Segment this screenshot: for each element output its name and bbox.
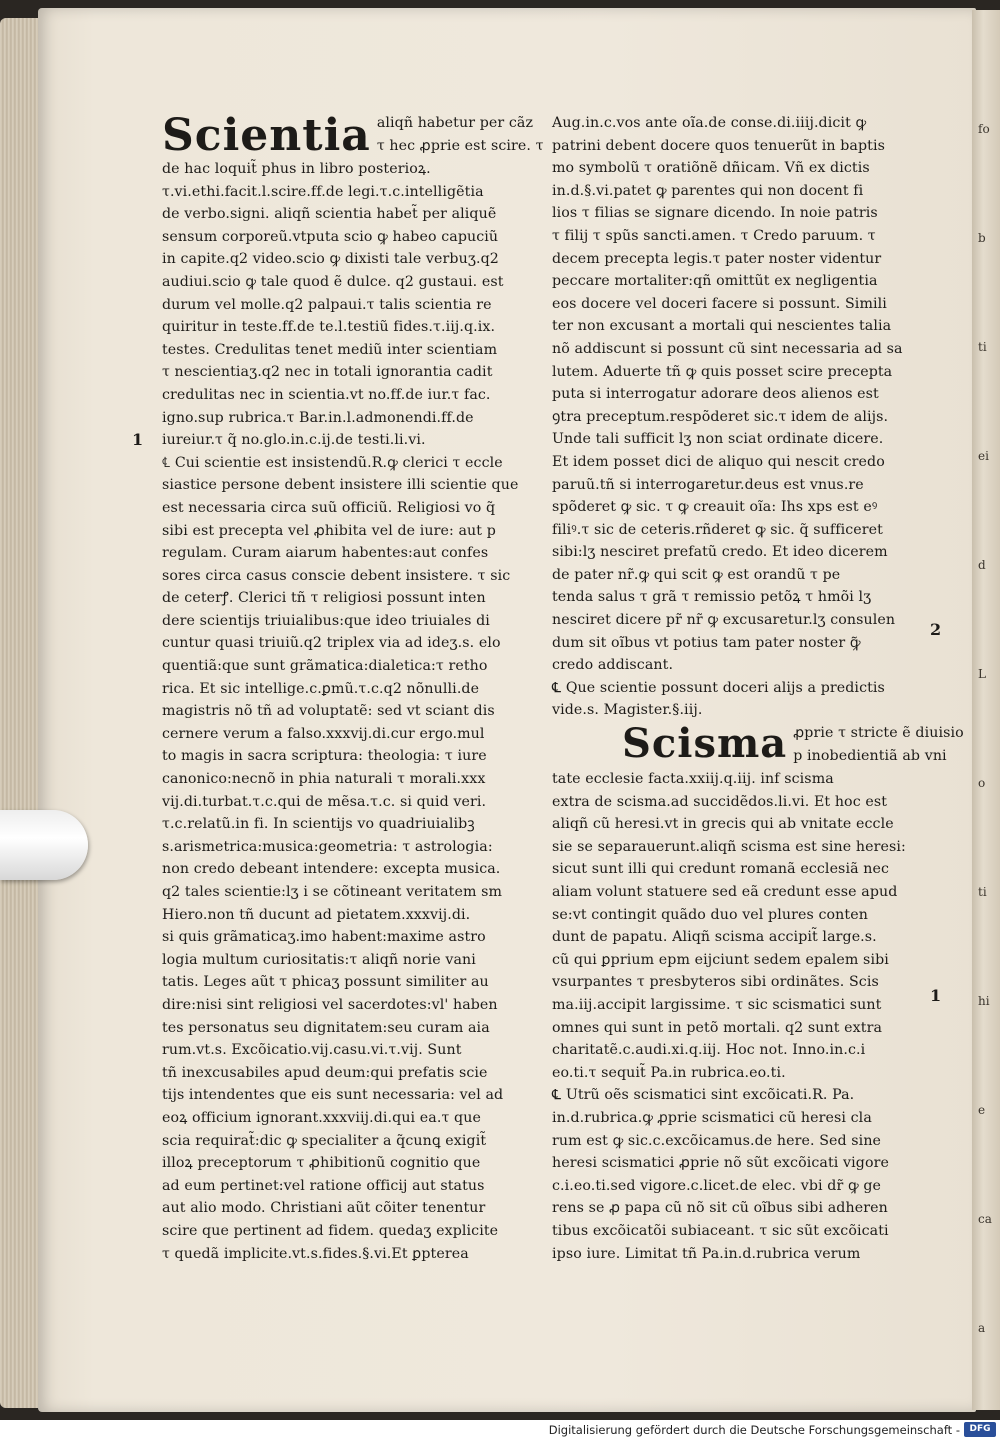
text-line: tñ inexcusabiles apud deum:qui prefatis scie [162, 1064, 488, 1081]
footer-bar [0, 1420, 1000, 1440]
text-line: aliqñ habetur per cãz [376, 115, 534, 131]
entry-head-scientia [162, 110, 544, 161]
text-line: se:vt contingit quãdo duo vel plures conten [552, 906, 868, 923]
text-line: dunt de papatu. Aliqñ scisma accipit̃ large.s. [552, 929, 877, 946]
text-line: omnes qui sunt in petõ mortali. q2 sunt extra [552, 1019, 883, 1036]
next-page-fragment: ei [978, 449, 989, 463]
text-line: ma.iij.accipit largissime. τ sic scismatici sunt [552, 996, 882, 1013]
text-line: cuntur quasi triuiũ.q2 triplex via ad ideʒ.s. elo [162, 635, 501, 652]
text-line: igno.sup rubrica.τ Bar.in.l.admonendi.ff.de [162, 409, 474, 426]
text-line: de hac loquit̃ phus in libro posterioꝝ. [162, 161, 431, 177]
text-line: credulitas nec in scientia.vt no.ff.de iur.τ fac. [162, 386, 491, 403]
text-line: rum est ꝙ sic.c.excõicamus.de here. Sed sine [552, 1132, 882, 1149]
text-line: eos docere vel doceri facere si possunt. Simili [552, 295, 887, 312]
text-line: credo addiscant. [552, 657, 674, 674]
text-line: mo symbolũ τ oratiõnẽ dñicam. Vñ ex dictis [552, 160, 870, 177]
text-line: Unde tali sufficit lʒ non sciat ordinate dicere. [552, 431, 884, 448]
next-page-fragment: hi [978, 994, 990, 1008]
text-line: logia multum curiositatis:τ aliqñ norie vani [162, 951, 476, 968]
margin-mark-left: 1 [132, 430, 144, 449]
text-line: de pater nr̃.ꝙ qui scit ꝙ est orandũ τ pe [552, 566, 841, 583]
text-line: eo.ti.τ sequit̃ Pa.in rubrica.eo.ti. [552, 1064, 786, 1081]
text-line: τ.c.relatũ.in fi. In scientijs vo quadriuialibꝫ [162, 816, 475, 833]
text-line: puta si interrogatur adorare deos alienos est [552, 386, 879, 403]
text-line: tenda salus τ grã τ remissio petõꝝ τ hmõi lʒ [552, 589, 872, 606]
text-line: spõderet ꝙ sic. τ ꝙ creauit oĩa: Ihs xps est eꝰ [552, 499, 878, 516]
text-line: regulam. Curam aiarum habentes:aut confes [162, 545, 489, 562]
text-line: quiritur in teste.ff.de te.l.testiũ fides.τ.iij.q.ix. [162, 319, 496, 336]
text-line: Et idem posset dici de aliquo qui nescit credo [552, 453, 885, 470]
next-page-fragment: L [978, 667, 986, 681]
text-line: vide.s. Magister.§.iij. [552, 702, 703, 719]
text-line: ad eum pertinet:vel ratione officij aut status [162, 1177, 485, 1194]
text-line: cernere verum a falso.xxxvij.di.cur ergo.mul [162, 725, 485, 742]
next-page-fragment: ca [978, 1212, 992, 1226]
text-line: ꝯtra preceptum.respõderet sic.τ idem de alijs. [552, 408, 889, 425]
text-line: nesciret dicere pr̃ nr̃ ꝙ excusaretur.lʒ consulen [552, 612, 896, 629]
text-line: aliqñ cũ heresi.vt in grecis qui ab vnitate eccle [552, 816, 894, 833]
text-line: tate ecclesie facta.xxiij.q.iij. inf scisma [552, 771, 834, 788]
text-line: tes personatus seu dignitatem:seu curam aia [162, 1019, 490, 1036]
text-line: rica. Et sic intellige.c.ꝑmũ.τ.c.q2 nõnulli.de [162, 680, 480, 697]
text-line: nõ addiscunt si possunt cũ sint necessaria ad sa [552, 340, 903, 357]
text-line: quentiã:que sunt grãmatica:dialetica:τ retho [162, 658, 488, 675]
text-line: paruũ.tñ si interrogaretur.deus est vnus.re [552, 476, 864, 493]
text-line: sensum corporeũ.vtputa scio ꝙ habeo capuciũ [162, 228, 499, 245]
text-line: Hiero.non tñ ducunt ad pietatem.xxxvij.di. [162, 906, 471, 923]
next-page-fragment: b [978, 231, 986, 245]
headword-scientia: Scientia [162, 110, 371, 161]
text-line: est necessaria circa suũ officiũ. Religiosi vo q̃ [162, 499, 496, 516]
text-line: peccare mortaliter:qñ omittũt ex negligentia [552, 273, 878, 290]
next-page-edge [972, 10, 1000, 1410]
text-line: in.d.§.vi.patet ꝙ parentes qui non docent fi [552, 182, 864, 199]
text-line: in.d.rubrica.ꝙ ꝓprie scismatici cũ heresi cla [552, 1109, 872, 1126]
text-line: c.i.eo.ti.sed vigore.c.licet.de elec. vbi dr̃ ꝙ ge [552, 1177, 882, 1194]
right-body-lines-top [552, 112, 940, 722]
text-line: durum vel molle.q2 palpaui.τ talis scientia re [162, 296, 492, 313]
right-text-column [552, 112, 964, 1265]
text-line: audiui.scio ꝙ tale quod ẽ dulce. q2 gustaui. est [162, 273, 504, 290]
text-line: τ quedã implicite.vt.s.fides.§.vi.Et ꝑpterea [162, 1245, 469, 1262]
text-line: q2 tales scientie:lʒ i se cõtineant veritatem sm [162, 884, 503, 900]
text-line: ℄ Cui scientie est insistendũ.R.ꝙ clerici τ eccle [162, 454, 503, 471]
text-line: de ceterꝭ. Clerici tñ τ religiosi possunt inten [162, 590, 486, 607]
text-line: aut alio modo. Christiani aũt cõiter tenentur [162, 1200, 486, 1217]
text-line: canonico:necnõ in phia naturali τ morali.xxx [162, 771, 486, 788]
next-page-fragment: e [978, 1103, 986, 1117]
next-page-fragment: ti [978, 885, 987, 899]
right-body-lines-bottom [552, 768, 940, 1265]
text-line: testes. Credulitas tenet mediũ inter scientiam [162, 341, 498, 358]
text-line: vij.di.turbat.τ.c.qui de mẽsa.τ.c. si quid veri. [162, 793, 487, 810]
text-line: to magis in sacra scriptura: theologia: τ iure [162, 748, 487, 765]
text-line: sicut sunt illi qui credunt romanã ecclesiã nec [552, 861, 890, 878]
text-line: τ nescientiaʒ.q2 nec in totali ignorantia cadit [162, 364, 493, 381]
text-line: si quis grãmaticaʒ.imo habent:maxime astro [162, 929, 486, 946]
footer-credit: Digitalisierung gefördert durch die Deutsche Forschungsgemeinschaft - [548, 1423, 960, 1437]
text-line: s.arismetrica:musica:geometria: τ astrologia: [162, 838, 493, 855]
text-line: tibus excõicatõi subiaceant. τ sic sũt excõicati [552, 1222, 889, 1239]
text-line: τ filij τ spũs sancti.amen. τ Credo paruum. τ [552, 227, 876, 244]
text-line: dum sit oĩbus vt potius tam pater noster ꝙ̃ [552, 634, 861, 651]
text-line: τ.vi.ethi.facit.l.scire.ff.de legi.τ.c.intelligẽtia [162, 183, 484, 200]
text-line: rens se ꝓ papa cũ nõ sit cũ oĩbus sibi adheren [552, 1200, 888, 1217]
dfg-logo: DFG [964, 1422, 996, 1437]
text-line: sie se separauerunt.aliqñ scisma est sine heresi: [552, 838, 906, 855]
text-line: τ hec ꝓprie est scire. τ [376, 137, 544, 154]
text-line: rum.vt.s. Excõicatio.vij.casu.vi.τ.vij. Sunt [162, 1042, 462, 1059]
text-line: tijs intendentes que eis sunt necessaria: vel ad [162, 1087, 504, 1104]
text-line: cũ qui ꝑprium epm eijciunt sedem epalem sibi [552, 951, 889, 968]
text-line: p inobedientiã ab vni [793, 747, 947, 764]
text-line: scire que pertinent ad fidem. quedaʒ explicite [162, 1222, 499, 1239]
text-line: sibi:lʒ nesciret prefatũ credo. Et ideo dicerem [552, 544, 888, 561]
text-line: iureiur.τ q̃ no.glo.in.c.ij.de testi.li.vi. [162, 432, 426, 449]
text-line: filiꝰ.τ sic de ceteris.rñderet ꝙ sic. q̃ sufficeret [552, 521, 883, 538]
text-line: scia requirat̃:dic ꝙ specialiter a q̃cunꝗ exigit̃ [162, 1132, 487, 1149]
left-body-lines [162, 158, 540, 1265]
text-line: magistris nõ tñ ad voluptatẽ: sed vt sciant dis [162, 703, 495, 720]
margin-mark-right-1: 2 [930, 620, 942, 639]
text-line: decem precepta legis.τ pater noster videntur [552, 250, 882, 267]
text-line: ipso iure. Limitat tñ Pa.in.d.rubrica verum [552, 1245, 861, 1262]
text-line: Aug.in.c.vos ante oĩa.de conse.di.iiij.dicit ꝙ [552, 115, 867, 131]
next-page-fragment: fo [978, 122, 990, 136]
text-line: ℄ Que scientie possunt doceri alijs a predictis [552, 679, 885, 696]
text-line: charitatẽ.c.audi.xi.q.iij. Hoc not. Inno.in.c.i [552, 1042, 866, 1059]
text-line: non credo debeant intendere: excepta musica. [162, 861, 501, 878]
text-line: sibi est precepta vel ꝓhibita vel de iure: aut p [162, 522, 496, 539]
text-line: lios τ filias se signare dicendo. In noie patris [552, 205, 878, 222]
text-line: ꝓprie τ stricte ẽ diuisio [793, 725, 964, 742]
text-line: heresi scismatici ꝓprie nõ sũt excõicati vigore [552, 1155, 889, 1172]
text-line: lutem. Aduerte tñ ꝙ quis posset scire precepta [552, 363, 893, 380]
text-line: in capite.q2 video.scio ꝙ dixisti tale verbuʒ.q2 [162, 251, 499, 268]
text-line: patrini debent docere quos tenuerũt in baptis [552, 137, 885, 154]
left-text-column [162, 110, 544, 1265]
text-line: dire:nisi sint religiosi vel sacerdotes:vl' haben [162, 996, 498, 1013]
text-line: extra de scisma.ad succidẽdos.li.vi. Et hoc est [552, 793, 888, 810]
next-page-fragment: a [978, 1321, 986, 1335]
margin-mark-right-2: 1 [930, 986, 942, 1005]
text-line: sores circa casus conscie debent insistere. τ sic [162, 567, 511, 584]
next-page-fragment: d [978, 558, 986, 572]
next-page-fragment: ti [978, 340, 987, 354]
next-page-fragment: o [978, 776, 986, 790]
text-line: siastice persone debent insistere illi scientie que [162, 477, 519, 494]
text-line: de verbo.signi. aliqñ scientia habet̃ per aliquẽ [162, 206, 497, 223]
text-line: tatis. Leges aũt τ phicaʒ possunt similiter au [162, 974, 489, 991]
text-line: illoꝝ preceptorum τ ꝓhibitionũ cognitio que [162, 1155, 481, 1172]
text-line: ter non excusant a mortali qui nescientes talia [552, 318, 892, 335]
text-line: ℄ Utrũ oẽs scismatici sint excõicati.R. Pa. [552, 1087, 855, 1104]
entry-head-scisma [552, 720, 964, 768]
page-clip [0, 810, 88, 880]
headword-scisma: Scisma [622, 720, 788, 768]
text-line: aliam volunt statuere sed eã credunt esse apud [552, 884, 898, 900]
text-line: dere scientijs triuialibus:que ideo triuiales di [162, 612, 490, 629]
text-line: eoꝝ officium ignorant.xxxviij.di.qui ea.τ que [162, 1109, 481, 1126]
text-line: vsurpantes τ presbyteros sibi ordinãtes. Scis [552, 974, 879, 991]
